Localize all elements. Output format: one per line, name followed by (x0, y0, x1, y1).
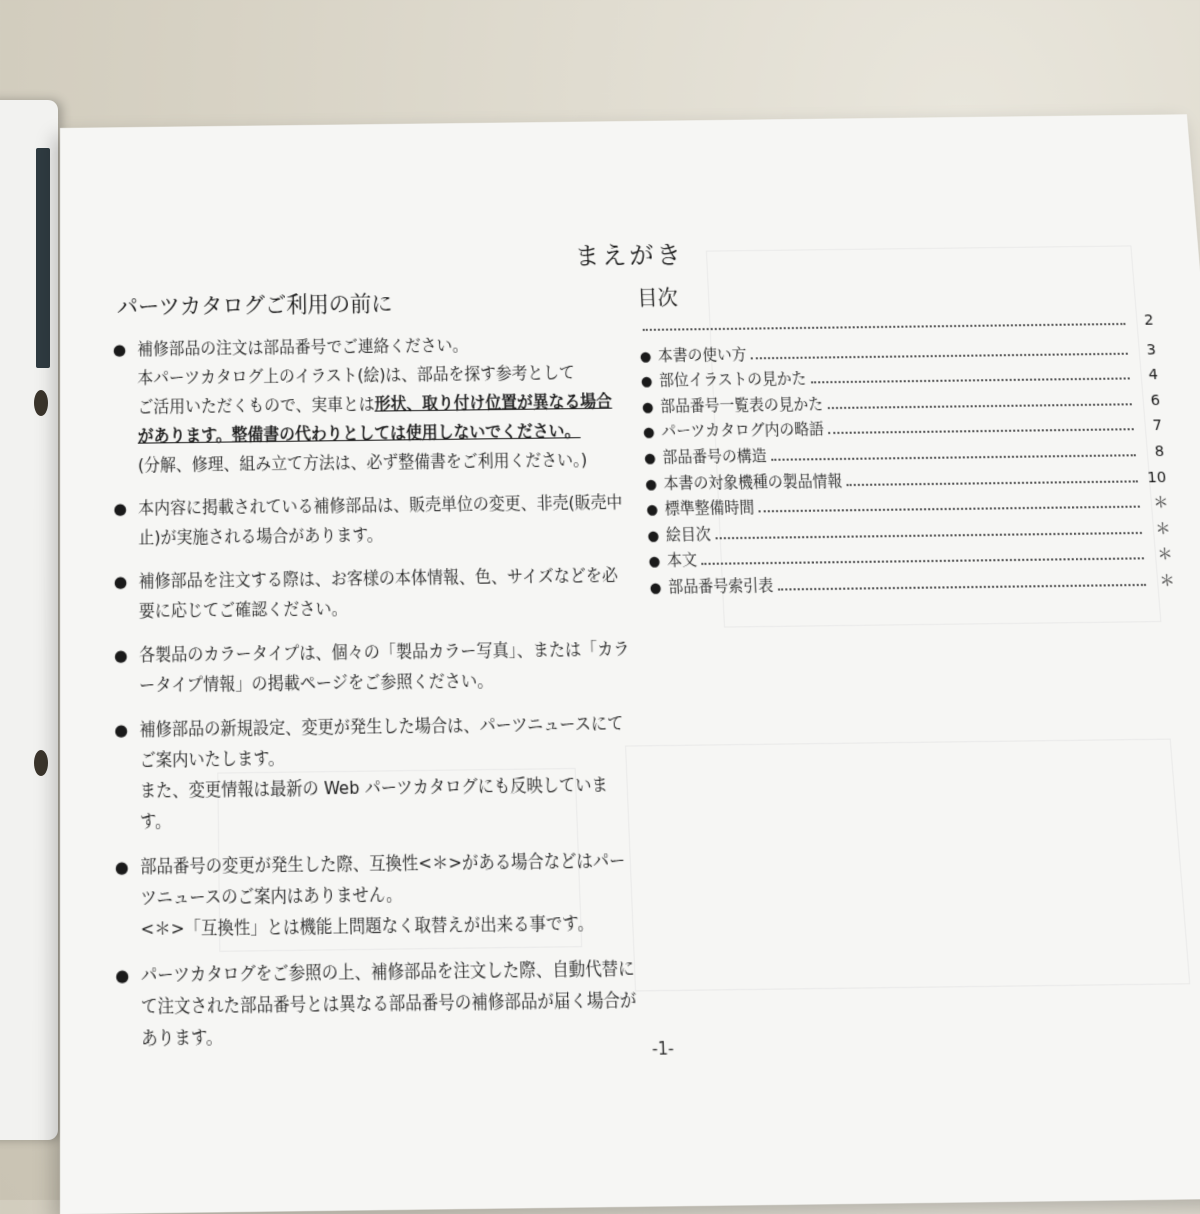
toc-heading: 目次 (636, 285, 679, 311)
leader-dots (846, 480, 1137, 486)
toc-page: 8 (1154, 443, 1165, 461)
note-text: また、変更情報は最新の Web パーツカタログにも反映しています。 (139, 775, 609, 832)
bullet-icon: ● (114, 857, 129, 878)
leader-dots (828, 429, 1134, 435)
toc-label: 本文 (666, 552, 698, 570)
toc-label: 標準整備時間 (664, 500, 755, 518)
note-text: 補修部品を注文する際は、お客様の本体情報、色、サイズなどを必要に応じてご確認ください。 (138, 566, 619, 622)
bullet-icon: ● (640, 374, 653, 390)
toc-page: 10 (1146, 469, 1167, 487)
note-text: 部品番号の変更が発生した際、互換性<＊>がある場合などはパーツニュースのご案内はありません。 (140, 850, 626, 909)
leader-dots (771, 454, 1136, 461)
page-number: -1- (651, 1038, 675, 1060)
bullet-icon: ● (113, 499, 128, 519)
bullet-icon: ● (115, 965, 130, 986)
note-text: 本内容に掲載されている補修部品は、販売単位の変更、非売(販売中止)が実施される場合があります。 (138, 493, 623, 548)
note-text: (分解、修理、組み立て方法は、必ず整備書をご利用ください。) (137, 450, 588, 476)
toc-page: ＊ (1152, 494, 1170, 512)
toc-page: 7 (1152, 417, 1163, 435)
leader-dots (827, 403, 1132, 409)
section-heading: パーツカタログご利用の前に (116, 291, 393, 319)
show-through-frame (625, 739, 1190, 992)
note-text: パーツカタログをご参照の上、補修部品を注文した際、自動代替にて注文された部品番号とは異なる部品番号の補修部品が届く場合があります。 (140, 958, 637, 1049)
binder-hole (34, 750, 48, 776)
bullet-icon: ● (646, 502, 659, 519)
bullet-icon: ● (112, 340, 127, 360)
toc-label: 部品番号一覧表の見かた (659, 396, 824, 416)
note-text: 各製品のカラータイプは、個々の「製品カラー写真」、または「カラータイプ情報」の掲載ページをご参照ください。 (138, 639, 630, 696)
note-item (112, 708, 639, 837)
catalog-page (60, 114, 1200, 1214)
leader-dots (758, 506, 1139, 513)
note-item (111, 488, 627, 553)
bullet-icon: ● (649, 580, 662, 597)
toc-label: パーツカタログ内の略語 (661, 422, 825, 441)
note-text: 補修部品の注文は部品番号でご連絡ください。 (137, 336, 469, 359)
notes-list (111, 329, 649, 1070)
note-text: 補修部品の新規設定、変更が発生した場合は、パーツニュースにてご案内いたします。 (139, 714, 624, 771)
toc-page: 2 (1143, 312, 1155, 329)
page-title: まえがき (574, 240, 685, 271)
binder-hole (34, 390, 48, 416)
toc-page: ＊ (1154, 520, 1172, 538)
toc-label: 本書の対象機種の製品情報 (663, 473, 843, 493)
previous-page-edge (0, 100, 58, 1140)
note-item (113, 845, 644, 945)
note-emphasis: 形状、取り付け位置が異なる場合があります。整備書の代わりとしては使用しないでください。 (137, 392, 613, 446)
bullet-icon: ● (639, 348, 652, 365)
bullet-icon: ● (643, 450, 657, 467)
note-item (112, 561, 631, 627)
leader-dots (715, 532, 1142, 539)
toc-page: 6 (1149, 392, 1161, 410)
toc-page: ＊ (1156, 546, 1174, 564)
toc-label: 部品番号の構造 (662, 448, 767, 467)
leader-dots (701, 558, 1144, 566)
note-text: ご活用いただくもので、実車とは (137, 395, 375, 417)
bullet-icon: ● (647, 528, 660, 545)
note-text: <＊>「互換性」とは機能上問題なく取替えが出来る事です。 (140, 913, 595, 940)
bullet-icon: ● (114, 645, 128, 666)
leader-dots (643, 323, 1126, 331)
leader-dots (811, 378, 1130, 384)
table-of-contents (638, 312, 1176, 601)
note-item (111, 329, 625, 480)
toc-label: 本書の使い方 (657, 346, 747, 365)
toc-page: 3 (1145, 341, 1157, 359)
toc-label: 部位イラストの見かた (658, 371, 807, 390)
toc-page: 4 (1147, 366, 1159, 384)
note-item (112, 634, 633, 701)
bullet-icon: ● (113, 572, 128, 592)
bullet-icon: ● (648, 554, 661, 571)
leader-dots (777, 584, 1146, 591)
cover-stripe (36, 148, 50, 368)
bullet-icon: ● (641, 399, 654, 416)
bullet-icon: ● (644, 476, 658, 493)
note-text: 本パーツカタログ上のイラスト(絵)は、部品を探す参考として (137, 363, 576, 388)
leader-dots (751, 352, 1128, 359)
toc-label: 絵目次 (665, 526, 712, 544)
toc-page: ＊ (1159, 572, 1176, 590)
toc-label: 部品番号索引表 (667, 577, 774, 597)
bullet-icon: ● (642, 425, 655, 441)
bullet-icon: ● (114, 720, 129, 741)
